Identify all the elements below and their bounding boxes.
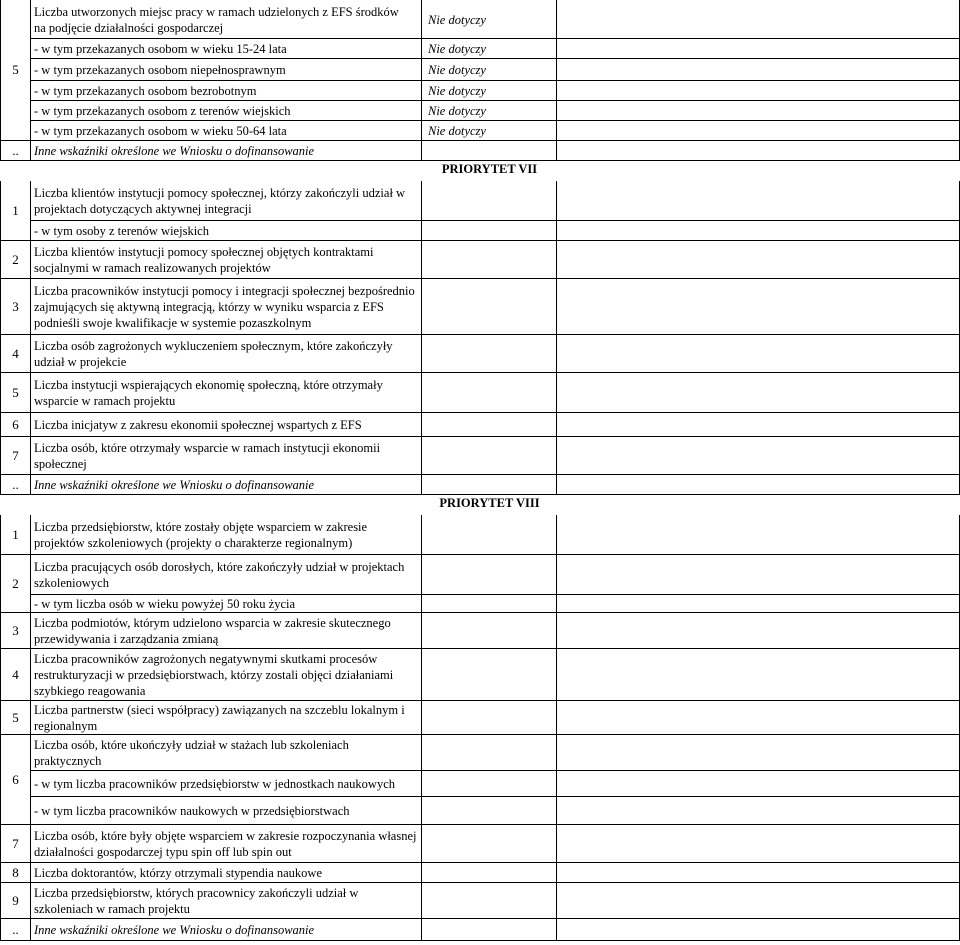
blank-cell[interactable] (557, 863, 960, 883)
row-number-cell: .. (0, 475, 31, 495)
table-row (0, 883, 960, 919)
row-number-cell: 5 (0, 373, 31, 413)
table-row (0, 413, 960, 437)
blank-cell[interactable] (557, 121, 960, 141)
table-row (0, 475, 960, 495)
row-number-cell: 3 (0, 279, 31, 335)
indicator-label-cell: Liczba osób, które były objęte wsparciem w zakresie rozpoczynania własnej działalności gospodarczej typu spin off lub spin out (31, 825, 422, 863)
blank-cell[interactable] (557, 595, 960, 613)
value-cell[interactable] (422, 595, 557, 613)
value-cell[interactable] (422, 649, 557, 701)
table-row (0, 0, 960, 39)
table-row (0, 141, 960, 161)
row-number-cell (0, 771, 31, 797)
row-number-cell: 8 (0, 863, 31, 883)
table-row (0, 797, 960, 825)
row-number-cell: 3 (0, 613, 31, 649)
row-number-cell: 6 (0, 413, 31, 437)
row-number-cell (0, 221, 31, 241)
indicator-value: Nie dotyczy (428, 42, 486, 56)
indicator-label-cell: Liczba instytucji wspierających ekonomię społeczną, które otrzymały wsparcie w ramach projektu (31, 373, 422, 413)
value-cell[interactable] (422, 735, 557, 771)
table-row (0, 555, 960, 595)
indicator-label-cell: - w tym przekazanych osobom niepełnosprawnym (31, 59, 422, 81)
value-cell[interactable] (422, 825, 557, 863)
indicator-label-cell: - w tym przekazanych osobom w wieku 50-64 lata (31, 121, 422, 141)
indicator-value: Nie dotyczy (428, 124, 486, 138)
blank-cell[interactable] (557, 59, 960, 81)
blank-cell[interactable] (557, 555, 960, 595)
table-row (0, 863, 960, 883)
indicator-label-cell: Liczba inicjatyw z zakresu ekonomii społecznej wspartych z EFS (31, 413, 422, 437)
other-indicators-label: Inne wskaźniki określone we Wniosku o dofinansowanie (31, 919, 422, 941)
table-row (0, 825, 960, 863)
indicator-label-cell: Liczba pracujących osób dorosłych, które zakończyły udział w projektach szkoleniowych (31, 555, 422, 595)
indicator-label-cell (31, 0, 422, 39)
blank-cell[interactable] (557, 141, 960, 161)
other-indicators-label: Inne wskaźniki określone we Wniosku o dofinansowanie (31, 475, 422, 495)
value-cell[interactable] (422, 863, 557, 883)
blank-cell[interactable] (557, 735, 960, 771)
indicator-label-cell: Liczba osób, które ukończyły udział w stażach lub szkoleniach praktycznych (31, 735, 422, 771)
indicator-label-cell: Liczba pracowników zagrożonych negatywnymi skutkami procesów restrukturyzacji w przedsiębiorstwach, którzy zostali objęci działaniami szybkiego reagowania (31, 649, 422, 701)
table-row (0, 701, 960, 735)
blank-cell[interactable] (557, 413, 960, 437)
indicator-value: Nie dotyczy (428, 13, 486, 27)
row-number-cell (0, 181, 31, 221)
value-cell[interactable] (422, 475, 557, 495)
table-row (0, 771, 960, 797)
row-number-cell: 1 (0, 515, 31, 555)
blank-cell[interactable] (557, 181, 960, 221)
value-cell[interactable] (422, 373, 557, 413)
other-indicators-label: Inne wskaźniki określone we Wniosku o dofinansowanie (31, 141, 422, 161)
value-cell[interactable] (422, 437, 557, 475)
blank-cell[interactable] (557, 515, 960, 555)
row-number-cell (0, 121, 31, 141)
section-header-priority-viii: PRIORYTET VIII (439, 496, 540, 510)
indicator-label-cell: Liczba partnerstw (sieci współpracy) zawiązanych na szczeblu lokalnym i regionalnym (31, 701, 422, 735)
blank-cell[interactable] (557, 0, 960, 39)
indicator-label-cell: Liczba pracowników instytucji pomocy i integracji społecznej bezpośrednio zajmujących się aktywną integracją, którzy w wyniku wsparcia z EFS podnieśli swoje kwalifikacje w systemie pozaszkolnym (31, 279, 422, 335)
indicator-label-cell: Liczba klientów instytucji pomocy społecznej objętych kontraktami socjalnymi w ramach realizowanych projektów (31, 241, 422, 279)
indicator-value: Nie dotyczy (428, 104, 486, 118)
blank-cell[interactable] (557, 771, 960, 797)
row-number-cell (0, 0, 31, 39)
value-cell[interactable] (422, 141, 557, 161)
row-number-cell (0, 39, 31, 59)
value-cell[interactable] (422, 279, 557, 335)
blank-cell[interactable] (557, 701, 960, 735)
indicator-value: Nie dotyczy (428, 84, 486, 98)
row-number-cell: 4 (0, 649, 31, 701)
value-cell[interactable] (422, 797, 557, 825)
table-row (0, 59, 960, 81)
table-row (0, 279, 960, 335)
indicator-label-cell: - w tym przekazanych osobom z terenów wiejskich (31, 101, 422, 121)
blank-cell[interactable] (557, 437, 960, 475)
blank-cell[interactable] (557, 81, 960, 101)
table-row (0, 735, 960, 771)
indicator-label-cell: Liczba klientów instytucji pomocy społecznej, którzy zakończyli udział w projektach dotyczących aktywnej integracji (31, 181, 422, 221)
indicator-label-cell: - w tym liczba pracowników przedsiębiorstw w jednostkach naukowych (31, 771, 422, 797)
value-cell[interactable] (422, 515, 557, 555)
row-number-cell (0, 81, 31, 101)
blank-cell[interactable] (557, 797, 960, 825)
indicator-label-cell: Liczba osób zagrożonych wykluczeniem społecznym, które zakończyły udział w projekcie (31, 335, 422, 373)
table-row (0, 335, 960, 373)
table-row (0, 515, 960, 555)
indicator-label-cell: Liczba podmiotów, którym udzielono wsparcia w zakresie skutecznego przewidywania i zarządzania zmianą (31, 613, 422, 649)
indicator-label-cell: Liczba doktorantów, którzy otrzymali stypendia naukowe (31, 863, 422, 883)
row-number-cell (0, 595, 31, 613)
table-row (0, 373, 960, 413)
blank-cell[interactable] (557, 221, 960, 241)
section-header-priority-vii: PRIORYTET VII (441, 162, 538, 176)
blank-cell[interactable] (557, 39, 960, 59)
table-row (0, 919, 960, 941)
value-cell[interactable] (422, 241, 557, 279)
table-row (0, 39, 960, 59)
indicator-value: Nie dotyczy (428, 63, 486, 77)
table-row (0, 437, 960, 475)
value-cell[interactable] (422, 771, 557, 797)
table-row (0, 649, 960, 701)
indicator-label-line: na podjęcie działalności gospodarczej (34, 20, 224, 35)
row-number-cell: 4 (0, 335, 31, 373)
section-header-row (0, 495, 960, 515)
value-cell[interactable] (422, 413, 557, 437)
indicator-label-cell: - w tym przekazanych osobom bezrobotnym (31, 81, 422, 101)
indicator-label-line: Liczba utworzonych miejsc pracy w ramach udzielonych z EFS środków (34, 4, 399, 19)
table-row (0, 101, 960, 121)
value-cell[interactable] (422, 701, 557, 735)
blank-cell[interactable] (557, 101, 960, 121)
row-number-cell (0, 101, 31, 121)
table-row (0, 613, 960, 649)
value-cell[interactable] (422, 335, 557, 373)
indicator-label-cell: - w tym liczba osób w wieku powyżej 50 roku życia (31, 595, 422, 613)
blank-cell[interactable] (557, 825, 960, 863)
blank-cell[interactable] (557, 241, 960, 279)
row-number-cell (0, 555, 31, 595)
indicator-label-cell: Liczba osób, które otrzymały wsparcie w ramach instytucji ekonomii społecznej (31, 437, 422, 475)
value-cell[interactable] (422, 883, 557, 919)
value-cell[interactable] (422, 221, 557, 241)
value-cell[interactable] (422, 613, 557, 649)
row-number-cell: .. (0, 919, 31, 941)
row-number-cell: 2 (0, 241, 31, 279)
row-number: 1 (12, 203, 19, 218)
indicator-label-cell: Liczba przedsiębiorstw, których pracownicy zakończyli udział w szkoleniach w ramach projektu (31, 883, 422, 919)
table-row (0, 241, 960, 279)
row-number-cell (0, 797, 31, 825)
blank-cell[interactable] (557, 919, 960, 941)
value-cell[interactable] (422, 555, 557, 595)
blank-cell[interactable] (557, 335, 960, 373)
indicator-label-cell: - w tym przekazanych osobom w wieku 15-24 lata (31, 39, 422, 59)
blank-cell[interactable] (557, 883, 960, 919)
row-number: 2 (12, 576, 19, 591)
row-number-cell: 5 (0, 701, 31, 735)
row-number: 6 (12, 772, 19, 787)
table-row (0, 81, 960, 101)
blank-cell[interactable] (557, 649, 960, 701)
row-number-cell: 9 (0, 883, 31, 919)
blank-cell[interactable] (557, 279, 960, 335)
row-number-cell: 7 (0, 825, 31, 863)
row-number-cell: 5 (0, 59, 31, 81)
row-number-cell: 7 (0, 437, 31, 475)
indicator-label-cell: - w tym osoby z terenów wiejskich (31, 221, 422, 241)
indicator-label-cell: Liczba przedsiębiorstw, które zostały objęte wsparciem w zakresie projektów szkoleniowych (projekty o charakterze regionalnym) (31, 515, 422, 555)
table-row (0, 181, 960, 221)
table-row (0, 595, 960, 613)
section-header-row (0, 161, 960, 181)
indicator-label-cell: - w tym liczba pracowników naukowych w przedsiębiorstwach (31, 797, 422, 825)
blank-cell[interactable] (557, 475, 960, 495)
row-number-cell: .. (0, 141, 31, 161)
blank-cell[interactable] (557, 613, 960, 649)
table-row (0, 221, 960, 241)
blank-cell[interactable] (557, 373, 960, 413)
value-cell[interactable] (422, 181, 557, 221)
value-cell[interactable] (422, 919, 557, 941)
table-row (0, 121, 960, 141)
row-number-cell (0, 735, 31, 771)
